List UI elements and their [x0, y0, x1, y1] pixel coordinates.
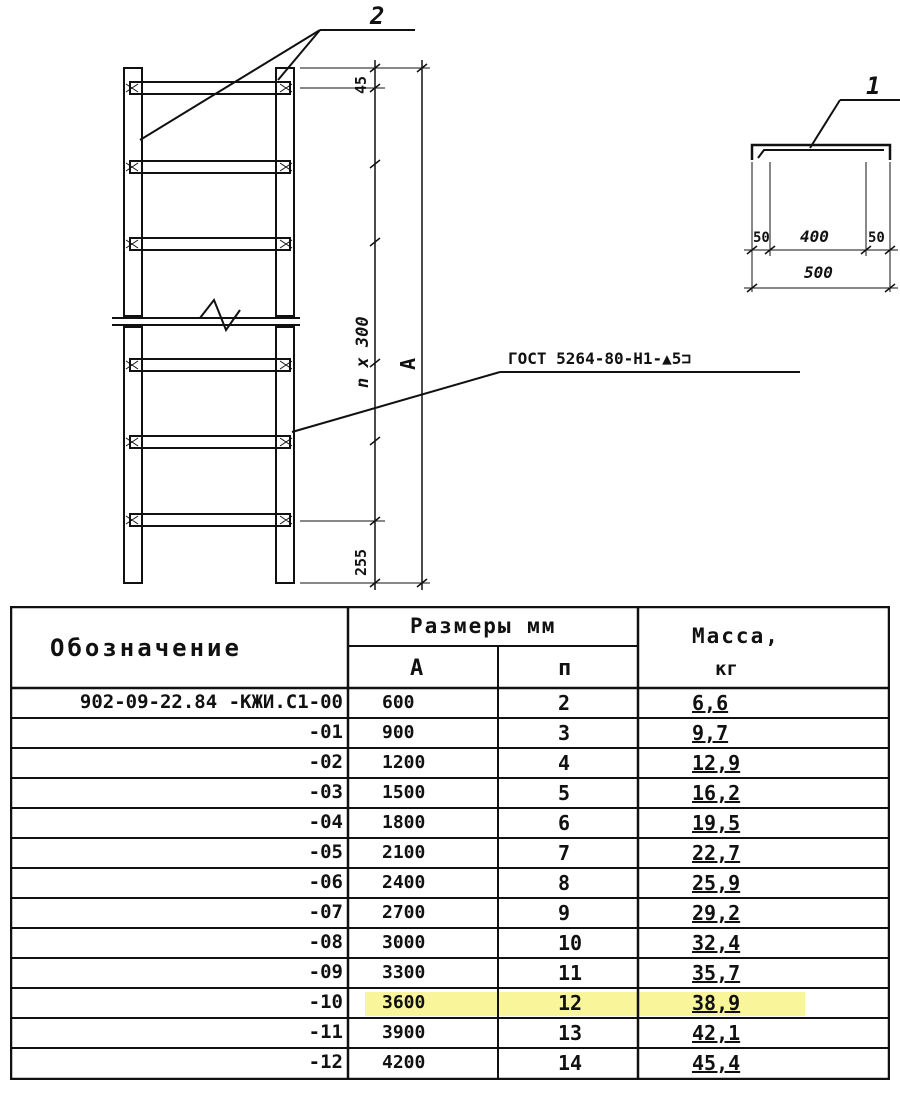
- cell-n: 3: [558, 721, 571, 745]
- table-row: [10, 748, 890, 778]
- specification-table: [10, 606, 890, 1080]
- table-row: [10, 868, 890, 898]
- cell-a: 2100: [382, 842, 426, 863]
- dim-pitch-label: n x 300: [353, 316, 373, 388]
- table-row: [10, 808, 890, 838]
- rung: [130, 359, 290, 371]
- cell-designation: -10: [308, 991, 343, 1013]
- cell-mass: 16,2: [692, 781, 741, 805]
- cell-n: 12: [558, 991, 583, 1015]
- cell-mass: 29,2: [692, 901, 741, 925]
- cell-designation: -11: [308, 1021, 343, 1043]
- cell-a: 1800: [382, 812, 426, 833]
- table-row: [10, 838, 890, 868]
- rung: [130, 514, 290, 526]
- cell-a: 3900: [382, 1022, 426, 1043]
- cell-mass: 45,4: [692, 1051, 741, 1075]
- cell-mass: 38,9: [692, 991, 741, 1015]
- weld-note: ГОСТ 5264-80-Н1-▲5⊐: [508, 349, 692, 368]
- rung: [130, 436, 290, 448]
- cell-a: 2700: [382, 902, 426, 923]
- cell-n: 14: [558, 1051, 583, 1075]
- cell-designation: -08: [308, 931, 343, 953]
- cell-mass: 22,7: [692, 841, 741, 865]
- cell-n: 9: [558, 901, 571, 925]
- cell-a: 4200: [382, 1052, 426, 1073]
- cell-designation: -09: [308, 961, 343, 983]
- callout-1-label: 1: [866, 72, 881, 100]
- table-row: [10, 958, 890, 988]
- table-row: [10, 898, 890, 928]
- cell-mass: 6,6: [692, 691, 729, 715]
- callout-2-label: 2: [370, 2, 385, 30]
- right-rail-upper: [276, 68, 294, 316]
- cell-designation: -02: [308, 751, 343, 773]
- dim-total-label: A: [396, 357, 420, 370]
- cell-n: 4: [558, 751, 571, 775]
- cell-a: 900: [382, 722, 415, 743]
- cell-mass: 9,7: [692, 721, 729, 745]
- cell-mass: 42,1: [692, 1021, 741, 1045]
- cell-n: 13: [558, 1021, 583, 1045]
- cell-n: 8: [558, 871, 571, 895]
- cell-designation: -06: [308, 871, 343, 893]
- cell-designation: -01: [308, 721, 343, 743]
- cell-mass: 12,9: [692, 751, 741, 775]
- cell-a: 600: [382, 692, 415, 713]
- cell-a: 1200: [382, 752, 426, 773]
- header-col-a: А: [410, 656, 424, 681]
- table-row: [10, 928, 890, 958]
- cell-n: 10: [558, 931, 583, 955]
- cell-designation: -04: [308, 811, 343, 833]
- cell-n: 11: [558, 961, 583, 985]
- header-dimensions: Размеры мм: [410, 614, 557, 638]
- cell-n: 7: [558, 841, 571, 865]
- cell-n: 6: [558, 811, 571, 835]
- rung: [130, 82, 290, 94]
- cell-n: 2: [558, 691, 571, 715]
- cell-a: 1500: [382, 782, 426, 803]
- table-row: [10, 718, 890, 748]
- cell-mass: 32,4: [692, 931, 741, 955]
- table-row: [10, 988, 890, 1018]
- table-row: [10, 778, 890, 808]
- dim-bottom-label: 255: [352, 548, 370, 576]
- cell-designation: -07: [308, 901, 343, 923]
- section-right-flange-label: 50: [868, 230, 885, 246]
- section-width-label: 500: [804, 263, 833, 282]
- cell-mass: 25,9: [692, 871, 741, 895]
- cell-a: 3300: [382, 962, 426, 983]
- table-row: [10, 688, 890, 718]
- dim-top-label: 45: [352, 75, 370, 94]
- section-middle-label: 400: [800, 227, 829, 246]
- table-row: [10, 1048, 890, 1078]
- cell-mass: 35,7: [692, 961, 741, 985]
- header-mass-unit: кг: [715, 658, 738, 680]
- left-rail-upper: [124, 68, 142, 316]
- header-mass: Масса,: [692, 624, 780, 648]
- cell-designation: -05: [308, 841, 343, 863]
- cell-mass: 19,5: [692, 811, 741, 835]
- table-row: [10, 1018, 890, 1048]
- cell-n: 5: [558, 781, 571, 805]
- header-col-n: п: [558, 656, 572, 681]
- cell-designation: 902-09-22.84 -КЖИ.С1-00: [79, 691, 343, 713]
- cell-designation: -12: [308, 1051, 343, 1073]
- header-designation: Обозначение: [50, 634, 242, 662]
- cell-a: 3000: [382, 932, 426, 953]
- cell-designation: -03: [308, 781, 343, 803]
- rung: [130, 161, 290, 173]
- cell-a: 2400: [382, 872, 426, 893]
- section-left-flange-label: 50: [753, 230, 770, 246]
- cell-a: 3600: [382, 992, 426, 1013]
- rung: [130, 238, 290, 250]
